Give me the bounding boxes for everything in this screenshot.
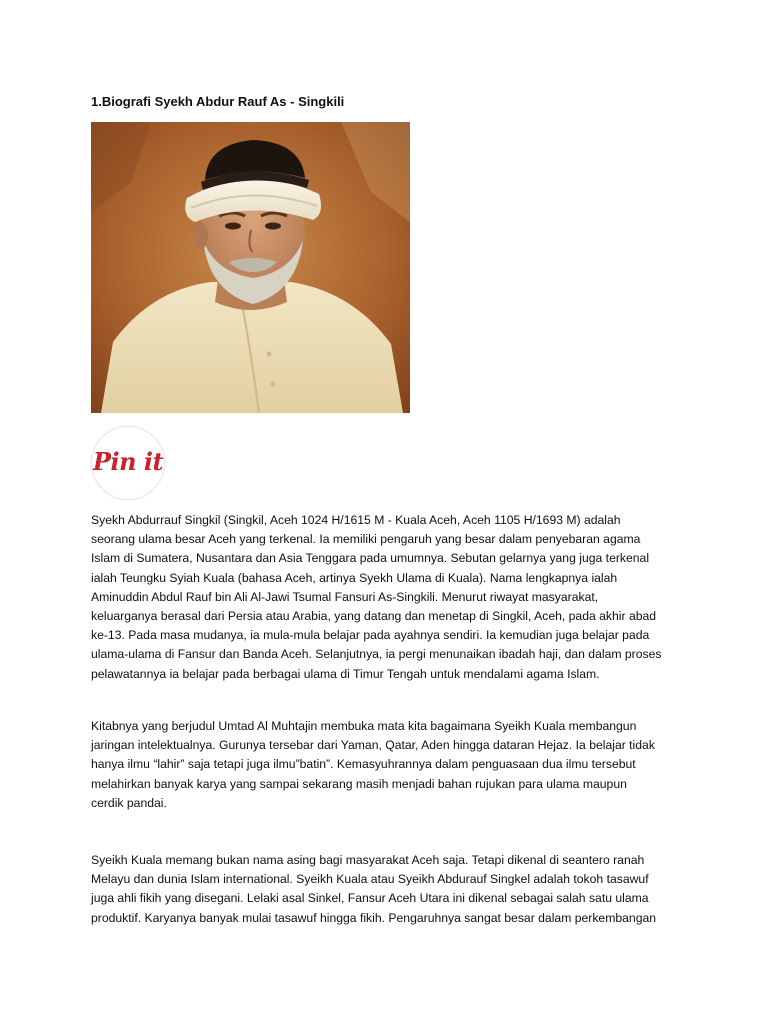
paragraph-line: Aminuddin Abdul Rauf bin Ali Al-Jawi Tsumal Fansuri As-Singkili. Menurut riwayat masyarakat, — [91, 589, 599, 604]
paragraph-line: juga ahli fikih yang disegani. Lelaki asal Sinkel, Fansur Aceh Utara ini dikenal sebagai salah satu ulama — [91, 891, 649, 906]
paragraph-line: ke-13. Pada masa mudanya, ia mula-mula belajar pada ayahnya sendiri. Ia kemudian juga belajar pada — [91, 628, 650, 643]
document-title: 1.Biografi Syekh Abdur Rauf As - Singkili — [91, 94, 345, 109]
paragraph-line: Islam di Sumatera, Nusantara dan Asia Tenggara pada umumnya. Sebutan gelarnya yang juga terkenal — [91, 551, 650, 566]
pin-it-label: Pin it — [92, 447, 164, 476]
paragraph-line: produktif. Karyanya banyak mulai tasawuf hingga fikih. Pengaruhnya sangat besar dalam perkembangan — [91, 910, 657, 925]
paragraph-line: hanya ilmu “lahir” saja tetapi juga ilmu”batin”. Kemasyuhrannya dalam penguasaan dua ilmu tersebut — [91, 757, 636, 772]
paragraph-line: melahirkan banyak karya yang sampai sekarang masih menjadi bahan rujukan para ulama maupun — [91, 776, 627, 791]
paragraph-line: cerdik pandai. — [91, 795, 167, 810]
paragraph-line: ialah Teungku Syiah Kuala (bahasa Aceh, artinya Syekh Ulama di Kuala). Nama lengkapnya ialah — [91, 570, 618, 585]
paragraph-line: pelawatannya ia belajar pada berbagai ulama di Timur Tengah untuk mendalami agama Islam. — [91, 666, 600, 681]
paragraph-line: Melayu dan dunia Islam international. Syeikh Kuala atau Syeikh Abdurauf Singkel adalah tokoh tasawuf — [91, 872, 649, 887]
pin-it-button[interactable] — [91, 426, 165, 500]
paragraph-line: Syeikh Kuala memang bukan nama asing bagi masyarakat Aceh saja. Tetapi dikenal di seantero ranah — [91, 853, 645, 867]
paragraph-line: ulama-ulama di Fansur dan Banda Aceh. Selanjutnya, ia pergi menunaikan ibadah haji, dan dalam proses — [91, 647, 662, 662]
paragraph-line: seorang ulama besar Aceh yang terkenal. Ia memiliki pengaruh yang besar dalam penyebaran agama — [91, 532, 641, 547]
paragraph-2 — [91, 717, 691, 813]
paragraph-3 — [91, 851, 691, 928]
paragraph-line: keluarganya berasal dari Persia atau Arabia, yang datang dan menetap di Singkil, Aceh, pada akhir abad — [91, 609, 657, 624]
paragraph-line: Kitabnya yang berjudul Umtad Al Muhtajin membuka mata kita bagaimana Syeikh Kuala membangun — [91, 719, 637, 733]
paragraph-1 — [91, 511, 691, 684]
paragraph-line: Syekh Abdurrauf Singkil (Singkil, Aceh 1024 H/1615 M - Kuala Aceh, Aceh 1105 H/1693 M) adalah — [91, 513, 621, 527]
paragraph-line: jaringan intelektualnya. Gurunya tersebar dari Yaman, Qatar, Aden hingga dataran Hejaz. Ia belajar tidak — [91, 738, 655, 753]
portrait-image — [91, 122, 410, 413]
